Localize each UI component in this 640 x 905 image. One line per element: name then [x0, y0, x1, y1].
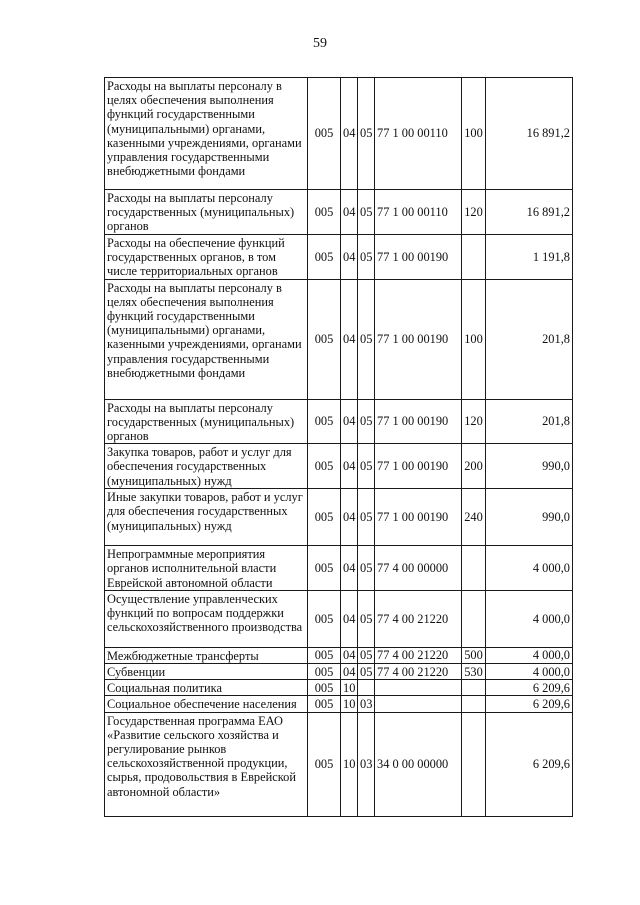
row-target-article: 77 4 00 21220 — [375, 590, 462, 647]
row-subsection-code: 05 — [358, 590, 375, 647]
row-section-code: 10 — [341, 712, 358, 816]
row-subsection-code: 03 — [358, 712, 375, 816]
page-number: 59 — [313, 36, 327, 51]
row-subsection-code: 05 — [358, 399, 375, 444]
row-glava-code: 005 — [308, 680, 341, 696]
table-row — [105, 190, 573, 235]
row-target-article: 77 1 00 00190 — [375, 279, 462, 399]
budget-table-body — [105, 78, 573, 817]
table-row — [105, 590, 573, 647]
row-amount: 4 000,0 — [486, 546, 573, 591]
row-target-article: 77 4 00 21220 — [375, 664, 462, 680]
row-subsection-code: 05 — [358, 647, 375, 663]
row-glava-code: 005 — [308, 190, 341, 235]
table-row — [105, 647, 573, 663]
row-expense-type — [462, 234, 486, 279]
row-target-article — [375, 696, 462, 712]
row-section-code: 04 — [341, 489, 358, 546]
row-expense-type — [462, 546, 486, 591]
row-target-article: 77 1 00 00110 — [375, 78, 462, 190]
row-expense-type — [462, 590, 486, 647]
row-glava-code: 005 — [308, 590, 341, 647]
row-glava-code: 005 — [308, 664, 341, 680]
row-target-article: 77 1 00 00110 — [375, 190, 462, 235]
budget-table — [104, 77, 573, 817]
row-amount: 201,8 — [486, 279, 573, 399]
table-row — [105, 680, 573, 696]
row-glava-code: 005 — [308, 78, 341, 190]
row-target-article: 34 0 00 00000 — [375, 712, 462, 816]
row-section-code: 04 — [341, 279, 358, 399]
table-row — [105, 78, 573, 190]
table-row — [105, 279, 573, 399]
row-name: Непрограммные мероприятия органов исполнительной власти Еврейской автономной области — [105, 546, 308, 591]
row-section-code: 04 — [341, 546, 358, 591]
row-expense-type: 100 — [462, 78, 486, 190]
row-glava-code: 005 — [308, 647, 341, 663]
row-section-code: 04 — [341, 399, 358, 444]
row-name: Субвенции — [105, 664, 308, 680]
row-amount: 6 209,6 — [486, 696, 573, 712]
row-amount: 6 209,6 — [486, 680, 573, 696]
table-row — [105, 664, 573, 680]
row-section-code: 04 — [341, 647, 358, 663]
row-name: Государственная программа ЕАО «Развитие сельского хозяйства и регулирование рынков сельскохозяйственной продукции, сырья, продовольствия в Еврейской автономной области» — [105, 712, 308, 816]
row-name: Расходы на выплаты персоналу в целях обеспечения выполнения функций государственными (муниципальными) органами, казенными учреждениями, органами управления государственными внебюджетными фондами — [105, 279, 308, 399]
row-glava-code: 005 — [308, 546, 341, 591]
row-glava-code: 005 — [308, 712, 341, 816]
row-name: Закупка товаров, работ и услуг для обеспечения государственных (муниципальных) нужд — [105, 444, 308, 489]
row-target-article — [375, 680, 462, 696]
row-name: Межбюджетные трансферты — [105, 647, 308, 663]
row-subsection-code: 05 — [358, 444, 375, 489]
table-row — [105, 399, 573, 444]
row-section-code: 10 — [341, 696, 358, 712]
row-glava-code: 005 — [308, 489, 341, 546]
row-expense-type — [462, 680, 486, 696]
row-section-code: 04 — [341, 590, 358, 647]
row-subsection-code: 05 — [358, 78, 375, 190]
row-subsection-code: 05 — [358, 546, 375, 591]
table-row — [105, 546, 573, 591]
row-subsection-code — [358, 680, 375, 696]
row-expense-type — [462, 696, 486, 712]
table-row — [105, 234, 573, 279]
row-expense-type: 100 — [462, 279, 486, 399]
row-glava-code: 005 — [308, 444, 341, 489]
row-glava-code: 005 — [308, 399, 341, 444]
row-amount: 16 891,2 — [486, 190, 573, 235]
row-glava-code: 005 — [308, 279, 341, 399]
row-expense-type: 240 — [462, 489, 486, 546]
row-name: Расходы на выплаты персоналу государственных (муниципальных) органов — [105, 399, 308, 444]
row-amount: 4 000,0 — [486, 590, 573, 647]
row-name: Расходы на выплаты персоналу в целях обеспечения выполнения функций государственными (муниципальными) органами, казенными учреждениями, органами управления государственными внебюджетными фондами — [105, 78, 308, 190]
row-amount: 6 209,6 — [486, 712, 573, 816]
row-target-article: 77 1 00 00190 — [375, 489, 462, 546]
row-name: Осуществление управленческих функций по вопросам поддержки сельскохозяйственного производства — [105, 590, 308, 647]
row-expense-type: 500 — [462, 647, 486, 663]
row-amount: 1 191,8 — [486, 234, 573, 279]
row-expense-type — [462, 712, 486, 816]
row-expense-type: 120 — [462, 399, 486, 444]
row-subsection-code: 05 — [358, 234, 375, 279]
row-section-code: 04 — [341, 664, 358, 680]
row-expense-type: 120 — [462, 190, 486, 235]
row-glava-code: 005 — [308, 234, 341, 279]
row-amount: 990,0 — [486, 444, 573, 489]
table-row — [105, 489, 573, 546]
row-amount: 4 000,0 — [486, 664, 573, 680]
row-name: Расходы на обеспечение функций государственных органов, в том числе территориальных органов — [105, 234, 308, 279]
row-subsection-code: 05 — [358, 489, 375, 546]
row-section-code: 04 — [341, 234, 358, 279]
row-target-article: 77 1 00 00190 — [375, 234, 462, 279]
table-row — [105, 444, 573, 489]
row-glava-code: 005 — [308, 696, 341, 712]
row-name: Социальное обеспечение населения — [105, 696, 308, 712]
row-expense-type: 200 — [462, 444, 486, 489]
row-target-article: 77 4 00 00000 — [375, 546, 462, 591]
row-expense-type: 530 — [462, 664, 486, 680]
table-row — [105, 712, 573, 816]
row-section-code: 10 — [341, 680, 358, 696]
table-row — [105, 696, 573, 712]
row-name: Расходы на выплаты персоналу государственных (муниципальных) органов — [105, 190, 308, 235]
row-target-article: 77 4 00 21220 — [375, 647, 462, 663]
row-target-article: 77 1 00 00190 — [375, 399, 462, 444]
row-subsection-code: 05 — [358, 279, 375, 399]
row-section-code: 04 — [341, 78, 358, 190]
row-subsection-code: 03 — [358, 696, 375, 712]
row-section-code: 04 — [341, 190, 358, 235]
row-section-code: 04 — [341, 444, 358, 489]
row-name: Иные закупки товаров, работ и услуг для обеспечения государственных (муниципальных) нужд — [105, 489, 308, 546]
row-subsection-code: 05 — [358, 190, 375, 235]
row-amount: 201,8 — [486, 399, 573, 444]
row-amount: 990,0 — [486, 489, 573, 546]
row-amount: 16 891,2 — [486, 78, 573, 190]
row-target-article: 77 1 00 00190 — [375, 444, 462, 489]
row-subsection-code: 05 — [358, 664, 375, 680]
row-amount: 4 000,0 — [486, 647, 573, 663]
row-name: Социальная политика — [105, 680, 308, 696]
